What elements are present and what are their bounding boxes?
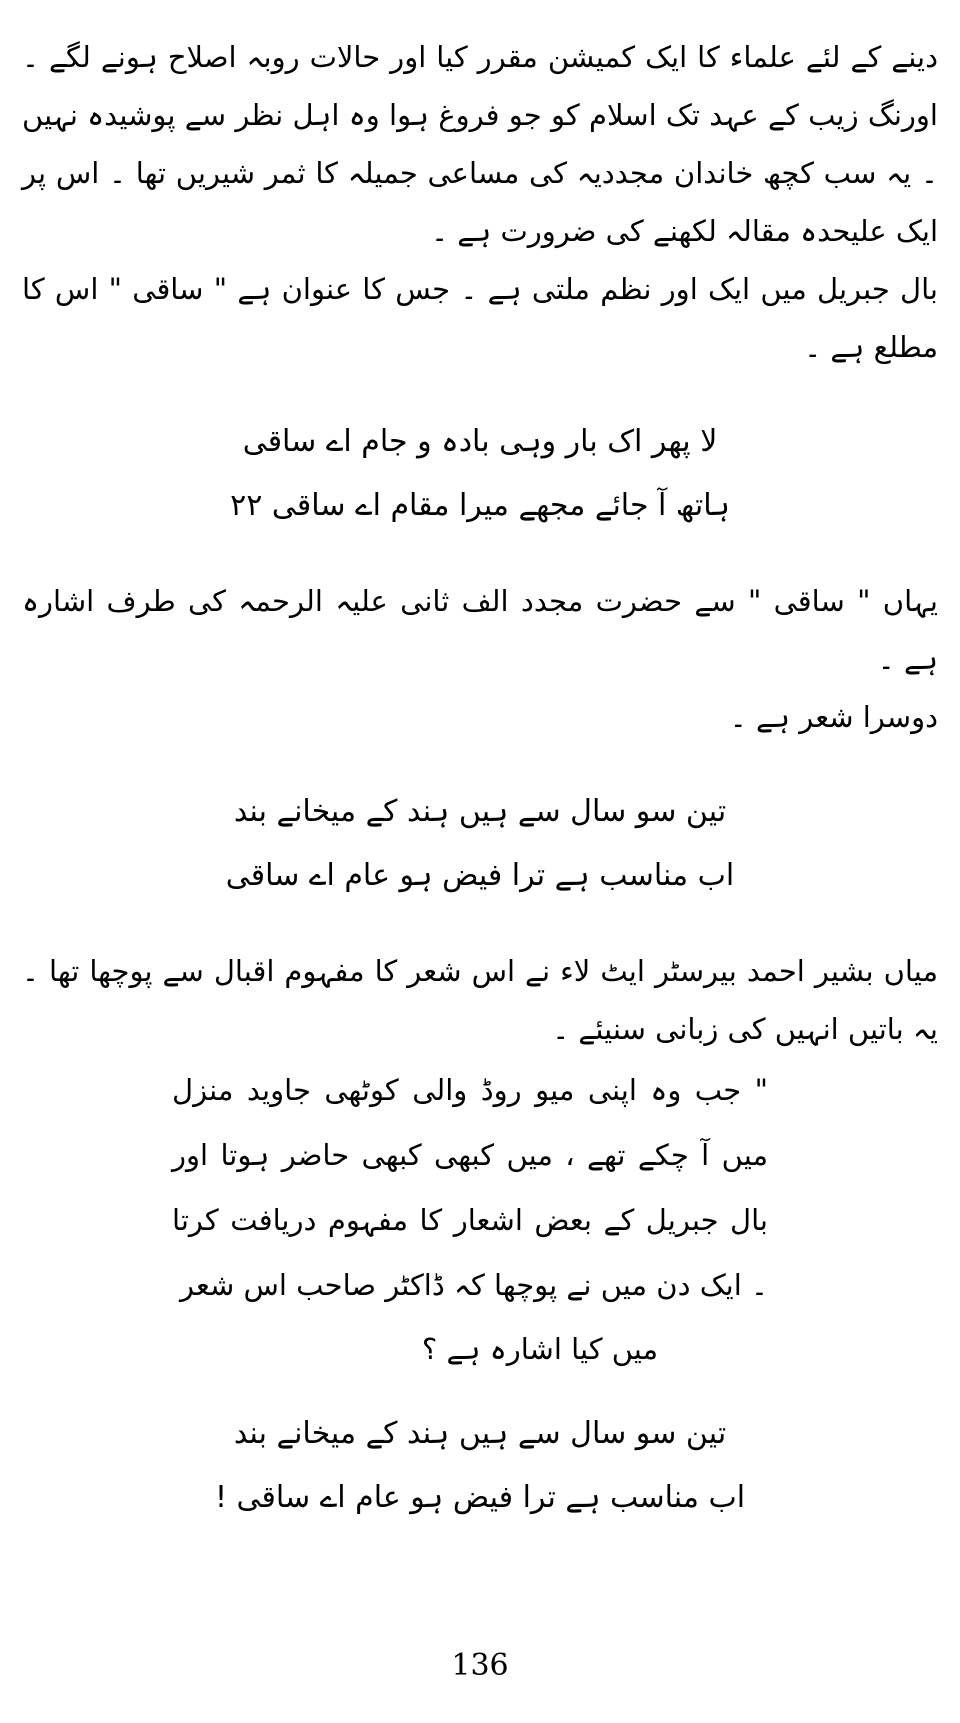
paragraph-saqi-reference: یہاں " ساقی " سے حضرت مجدد الف ثانی علیہ الرحمہ کی طرف اشارہ ہے ۔ — [22, 584, 938, 676]
verse-line: لا پھر اک بار وہی بادہ و جام اے ساقی — [242, 424, 718, 459]
paragraph-mian-bashir: میاں بشیر احمد بیرسٹر ایٹ لاء نے اس شعر کا مفہوم اقبال سے پوچھا تھا ۔ یہ باتیں انہیں کی زبانی سنیئے ۔ — [22, 954, 938, 1046]
paragraph-saqi-intro: بال جبریل میں ایک اور نظم ملتی ہے ۔ جس کا عنوان ہے " ساقی " اس کا مطلع ہے ۔ — [22, 272, 938, 364]
paragraph-opening: دینے کے لئے علماء کا ایک کمیشن مقرر کیا اور حالات روبہ اصلاح ہونے لگے ۔ اورنگ زیب کے عہد تک اسلام کو جو فروغ ہوا وہ اہل نظر سے پوشیدہ نہیں ۔ یہ سب کچھ خاندان مجددیہ کی مساعی جمیلہ کا ثمر شیریں تھا ۔ اس پر ایک علیحدہ مقالہ لکھنے کی ضرورت ہے ۔ — [22, 40, 938, 248]
verse-matla — [22, 410, 938, 538]
verse-line: اب مناسب ہے ترا فیض ہو عام اے ساقی — [225, 858, 735, 893]
verse-second — [22, 780, 938, 908]
page-number: 136 — [451, 1648, 509, 1683]
verse-line: ہاتھ آ جائے مجھے میرا مقام اے ساقی ۲۲ — [230, 488, 730, 523]
quoted-question: میں کیا اشارہ ہے ؟ — [421, 1332, 659, 1366]
verse-line: اب مناسب ہے ترا فیض ہو عام اے ساقی ! — [214, 1480, 746, 1515]
quoted-account: " جب وہ اپنی میو روڈ والی کوٹھی جاوید منزل میں آ چکے تھے ، میں کبھی کبھی حاضر ہوتا اور بال جبریل کے بعض اشعار کا مفہوم دریافت کرتا ۔ ایک دن میں نے پوچھا کہ ڈاکٹر صاحب اس شعر — [172, 1073, 768, 1302]
verse-third — [22, 1402, 938, 1530]
verse-line: تین سو سال سے ہیں ہند کے میخانے بند — [233, 794, 727, 829]
paragraph-second-verse: دوسرا شعر ہے ۔ — [729, 700, 938, 734]
verse-line: تین سو سال سے ہیں ہند کے میخانے بند — [233, 1416, 727, 1451]
